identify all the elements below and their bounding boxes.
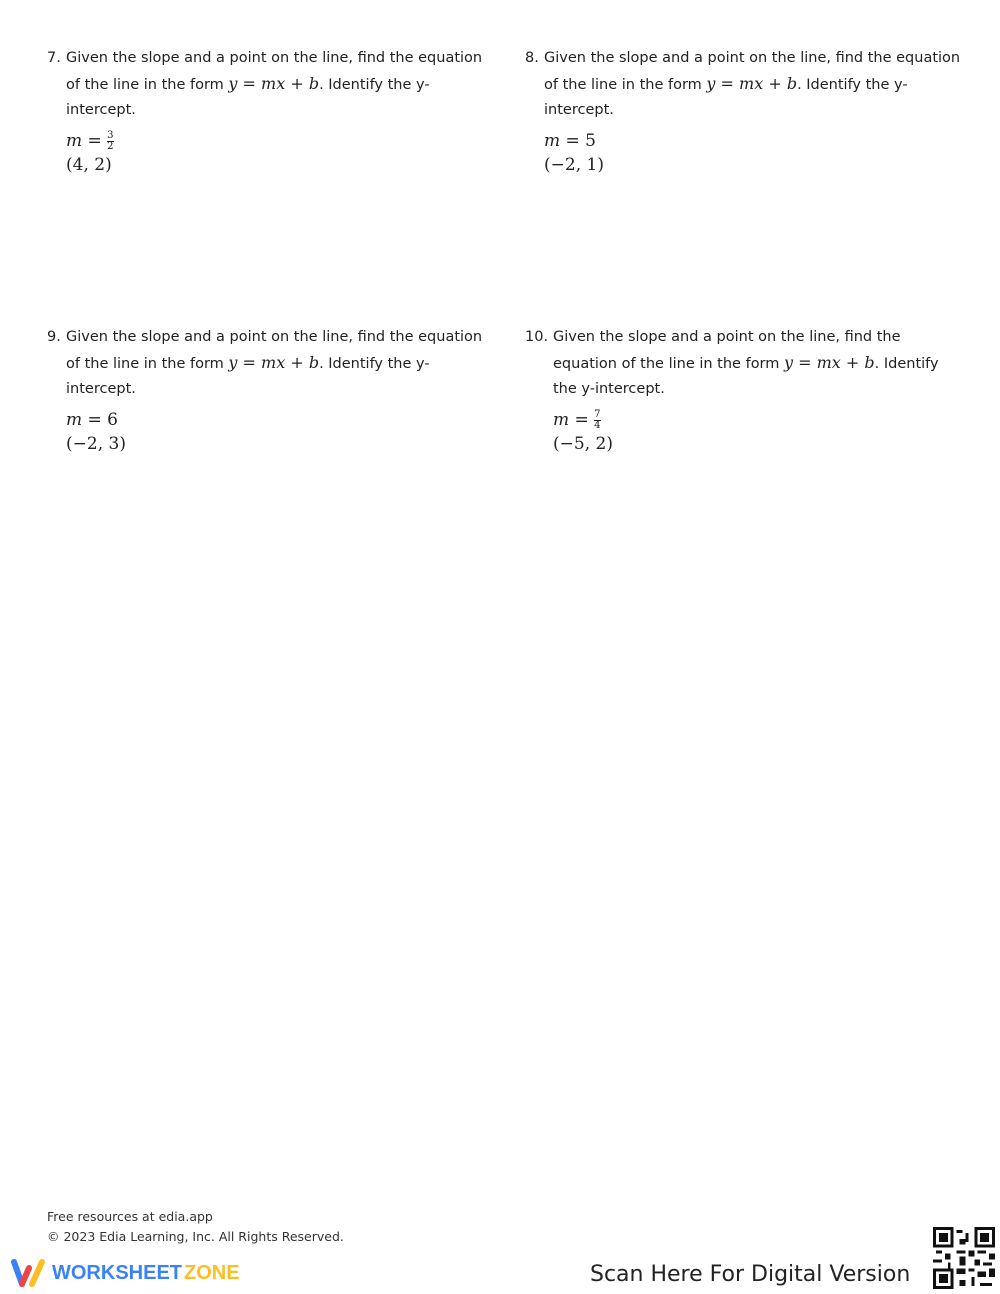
question-text: Given the slope and a point on the line, find the equation of the line in the form [66,329,483,372]
point: (−2, 1) [544,155,604,175]
equation-form: y = mx + b [228,353,320,372]
slope-fraction [107,131,113,152]
question-10 [525,325,965,456]
copyright: © 2023 Edia Learning, Inc. All Rights Reserved. [47,1229,344,1244]
slope-label: m = [66,131,108,151]
brand-zone: ZONE [184,1261,240,1284]
question-text-suffix: . Identify the y-intercept. [66,356,430,397]
brand-worksheet: WORKSHEET [52,1261,182,1284]
numerator: 7 [594,409,601,420]
equation-form: y = mx + b [706,74,798,93]
equation-form: y = mx + b [784,353,875,372]
slope-label: m = [544,131,586,151]
question-number: 7. [47,50,61,66]
denominator: 2 [107,141,114,152]
point: (4, 2) [66,155,112,175]
worksheet-zone-logo [10,1258,240,1288]
question-text-suffix: . Identify the y-intercept. [544,77,908,118]
question-text-suffix: . Identify the y-intercept. [553,356,939,397]
point: (−2, 3) [66,434,126,454]
question-number: 10. [525,329,549,345]
question-text: Given the slope and a point on the line, find the equation of the line in the form [66,50,483,93]
logo-w-icon [10,1258,46,1288]
question-number: 9. [47,329,61,345]
point: (−5, 2) [553,434,613,454]
question-number: 8. [525,50,539,66]
scan-label: Scan Here For Digital Version [590,1262,911,1287]
equation-form: y = mx + b [228,74,320,93]
resources-link[interactable]: Free resources at edia.app [47,1209,213,1224]
slope-label: m = [553,410,595,430]
question-text-suffix: . Identify the y-intercept. [66,77,430,118]
numerator: 3 [107,130,114,141]
denominator: 4 [594,420,601,431]
question-9 [47,325,487,456]
question-8 [525,46,965,177]
slope-label: m = [66,410,108,430]
slope-value: 5 [585,131,596,151]
question-text: Given the slope and a point on the line, find the equation of the line in the form [553,329,901,372]
question-text: Given the slope and a point on the line, find the equation of the line in the form [544,50,961,93]
slope-fraction [594,410,600,431]
slope-value: 6 [107,410,118,430]
qr-code-icon[interactable] [933,1227,995,1289]
question-7 [47,46,487,177]
